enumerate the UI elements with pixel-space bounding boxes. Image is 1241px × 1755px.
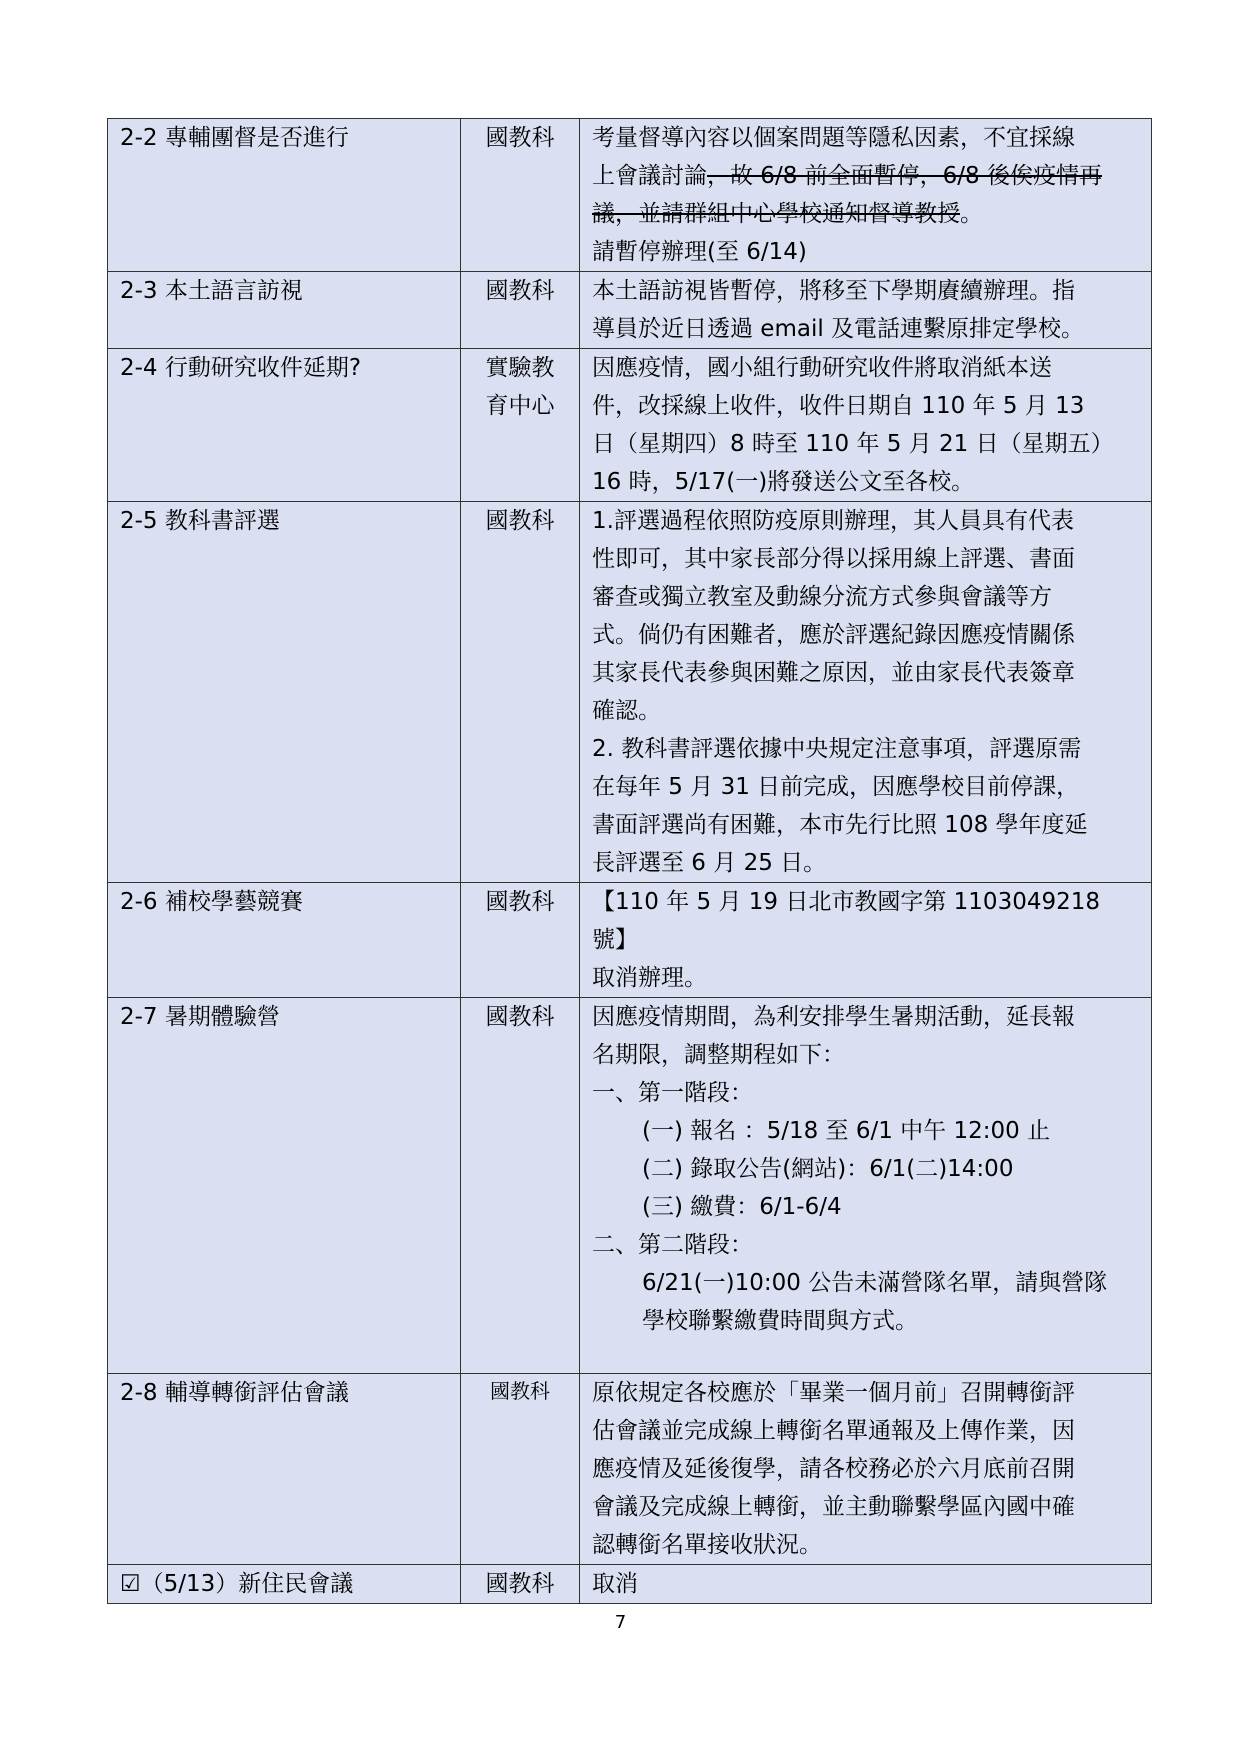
text-span: 因應疫情，國小組行動研究收件將取消紙本送 bbox=[592, 355, 1052, 381]
text-span: 估會議並完成線上轉銜名單通報及上傳作業，因 bbox=[592, 1418, 1075, 1444]
description-line bbox=[592, 730, 1143, 768]
description-line bbox=[592, 425, 1143, 463]
description-line bbox=[592, 1112, 1143, 1150]
description-cell bbox=[580, 349, 1152, 502]
text-span: 應疫情及延後復學，請各校務必於六月底前召開 bbox=[592, 1456, 1075, 1482]
description-line bbox=[592, 1150, 1143, 1188]
text-span: (二) 錄取公告(網站)：6/1(二)14:00 bbox=[642, 1156, 1014, 1182]
description-cell bbox=[580, 1565, 1152, 1604]
text-span: 件，改採線上收件，收件日期自 110 年 5 月 13 bbox=[592, 393, 1085, 419]
description-line bbox=[592, 1526, 1143, 1564]
description-line bbox=[592, 959, 1143, 997]
text-span: 審查或獨立教室及動線分流方式參與會議等方 bbox=[592, 584, 1052, 610]
text-span: 二、第二階段： bbox=[592, 1232, 753, 1258]
text-span: (一) 報名 ：5/18 至 6/1 中午 12:00 止 bbox=[642, 1118, 1051, 1144]
description-line bbox=[592, 502, 1143, 540]
description-line bbox=[592, 310, 1143, 348]
description-line bbox=[592, 463, 1143, 501]
text-span: 【110 年 5 月 19 日北市教國字第 1103049218 bbox=[592, 889, 1100, 915]
item-cell: 2-2 專輔團督是否進行 bbox=[108, 119, 461, 272]
item-cell: 2-4 行動研究收件延期? bbox=[108, 349, 461, 502]
description-line bbox=[592, 921, 1143, 959]
text-span: 導員於近日透過 email 及電話連繫原排定學校。 bbox=[592, 316, 1085, 342]
description-line bbox=[592, 1412, 1143, 1450]
description-line bbox=[592, 844, 1143, 882]
text-span: 1.評選過程依照防疫原則辦理，其人員具有代表 bbox=[592, 508, 1074, 534]
description-line bbox=[592, 1488, 1143, 1526]
text-span: 其家長代表參與困難之原因，並由家長代表簽章 bbox=[592, 660, 1075, 686]
text-span: 因應疫情期間，為利安排學生暑期活動，延長報 bbox=[592, 1004, 1075, 1030]
unit-cell: 國教科 bbox=[461, 119, 580, 272]
item-cell: 2-3 本土語言訪視 bbox=[108, 272, 461, 349]
table-row bbox=[108, 1565, 1152, 1604]
text-span: 取消 bbox=[592, 1571, 638, 1597]
text-span: 本土語訪視皆暫停，將移至下學期賡續辦理。指 bbox=[592, 278, 1075, 304]
table-row bbox=[108, 349, 1152, 502]
description-line bbox=[592, 349, 1143, 387]
description-line bbox=[592, 272, 1143, 310]
unit-cell: 國教科 bbox=[461, 502, 580, 883]
description-cell bbox=[580, 883, 1152, 998]
description-line bbox=[592, 1264, 1143, 1302]
description-line bbox=[592, 233, 1143, 271]
description-line bbox=[592, 883, 1143, 921]
text-span: 在每年 5 月 31 日前完成，因應學校目前停課， bbox=[592, 774, 1080, 800]
description-line bbox=[592, 1302, 1143, 1340]
description-line bbox=[592, 616, 1143, 654]
unit-cell: 國教科 bbox=[461, 272, 580, 349]
description-line bbox=[592, 578, 1143, 616]
unit-line: 實驗教 bbox=[485, 355, 555, 381]
text-span: 性即可，其中家長部分得以採用線上評選、書面 bbox=[592, 546, 1075, 572]
description-line bbox=[592, 157, 1143, 195]
text-span: 6/21(一)10:00 公告未滿營隊名單，請與營隊 bbox=[642, 1270, 1108, 1296]
table-row bbox=[108, 883, 1152, 998]
description-cell bbox=[580, 1374, 1152, 1565]
struck-text: ，故 6/8 前全面暫停，6/8 後俟疫情再 bbox=[707, 163, 1102, 189]
text-span: 請暫停辦理(至 6/14) bbox=[592, 239, 807, 265]
description-line bbox=[592, 1188, 1143, 1226]
description-line bbox=[592, 195, 1143, 233]
text-span: 2. 教科書評選依據中央規定注意事項，評選原需 bbox=[592, 736, 1082, 762]
table-row bbox=[108, 1374, 1152, 1565]
text-span: (三) 繳費：6/1-6/4 bbox=[642, 1194, 842, 1220]
text-span: 上會議討論 bbox=[592, 163, 707, 189]
text-span: 一、第一階段： bbox=[592, 1080, 753, 1106]
table-row bbox=[108, 502, 1152, 883]
agenda-table bbox=[107, 118, 1152, 1604]
unit-cell bbox=[461, 349, 580, 502]
item-cell: 2-8 輔導轉銜評估會議 bbox=[108, 1374, 461, 1565]
text-span: 認轉銜名單接收狀況。 bbox=[592, 1532, 822, 1558]
unit-cell: 國教科 bbox=[461, 1374, 580, 1565]
unit-cell: 國教科 bbox=[461, 883, 580, 998]
text-span: 學校聯繫繳費時間與方式。 bbox=[642, 1308, 918, 1334]
description-line bbox=[592, 768, 1143, 806]
description-line bbox=[592, 692, 1143, 730]
description-line bbox=[592, 654, 1143, 692]
table-row bbox=[108, 119, 1152, 272]
item-cell: ☑（5/13）新住民會議 bbox=[108, 1565, 461, 1604]
description-line bbox=[592, 387, 1143, 425]
description-cell bbox=[580, 119, 1152, 272]
description-cell bbox=[580, 502, 1152, 883]
text-span: 號】 bbox=[592, 927, 638, 953]
unit-line: 育中心 bbox=[485, 393, 555, 419]
text-span: 長評選至 6 月 25 日。 bbox=[592, 850, 827, 876]
page-number: 7 bbox=[614, 1612, 627, 1633]
description-line bbox=[592, 1074, 1143, 1112]
description-line bbox=[592, 1226, 1143, 1264]
item-cell: 2-7 暑期體驗營 bbox=[108, 998, 461, 1374]
text-span: 原依規定各校應於「畢業一個月前」召開轉銜評 bbox=[592, 1380, 1075, 1406]
description-line bbox=[592, 1565, 1143, 1603]
unit-cell: 國教科 bbox=[461, 1565, 580, 1604]
description-line bbox=[592, 1450, 1143, 1488]
description-line bbox=[592, 1036, 1143, 1074]
item-cell: 2-6 補校學藝競賽 bbox=[108, 883, 461, 998]
text-span: 日（星期四）8 時至 110 年 5 月 21 日（星期五） bbox=[592, 431, 1114, 457]
table-row bbox=[108, 998, 1152, 1374]
struck-text: 議，並請群組中心學校通知督導教授 bbox=[592, 201, 960, 227]
text-span: 書面評選尚有困難，本市先行比照 108 學年度延 bbox=[592, 812, 1088, 838]
text-span: 會議及完成線上轉銜，並主動聯繫學區內國中確 bbox=[592, 1494, 1075, 1520]
description-line bbox=[592, 1374, 1143, 1412]
description-cell bbox=[580, 998, 1152, 1374]
unit-cell: 國教科 bbox=[461, 998, 580, 1374]
table-row bbox=[108, 272, 1152, 349]
description-line bbox=[592, 540, 1143, 578]
text-span: 名期限，調整期程如下： bbox=[592, 1042, 845, 1068]
item-cell: 2-5 教科書評選 bbox=[108, 502, 461, 883]
description-line bbox=[592, 998, 1143, 1036]
description-line bbox=[592, 806, 1143, 844]
text-span: 考量督導內容以個案問題等隱私因素，不宜採線 bbox=[592, 125, 1075, 151]
text-span: 確認。 bbox=[592, 698, 661, 724]
text-span: 16 時，5/17(一)將發送公文至各校。 bbox=[592, 469, 975, 495]
text-span: 。 bbox=[960, 201, 983, 227]
description-cell bbox=[580, 272, 1152, 349]
description-line bbox=[592, 119, 1143, 157]
text-span: 式。倘仍有困難者，應於評選紀錄因應疫情關係 bbox=[592, 622, 1075, 648]
text-span: 取消辦理。 bbox=[592, 965, 707, 991]
